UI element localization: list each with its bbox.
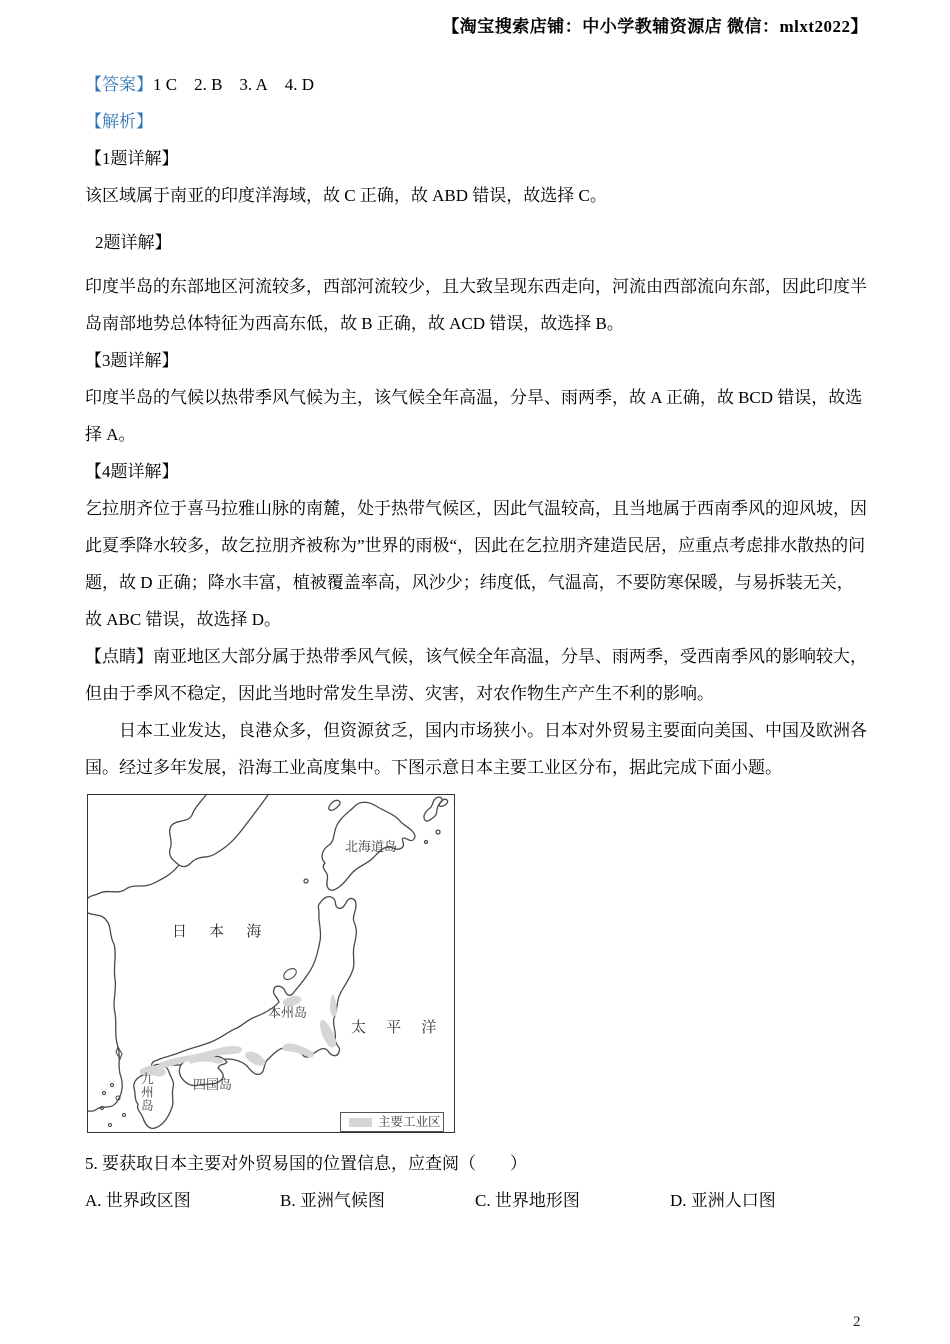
analysis-label: 【解析】 bbox=[85, 112, 153, 131]
question-5-stem: 5. 要获取日本主要对外贸易国的位置信息，应查阅（ ） bbox=[85, 1154, 527, 1173]
document-content bbox=[85, 66, 867, 1219]
explanation-4-body: 乞拉朋齐位于喜马拉雅山脉的南麓，处于热带气候区，因此气温较高，且当地属于西南季风的迎风坡，因此夏季降水较多，故乞拉朋齐被称为”世界的雨极“，因此在乞拉朋齐建造民居，应重点考虑排水散热的问题，故 D 正确；降水丰富，植被覆盖率高，风沙少；纬度低，气温高，不要防寒保暖，与易拆装无关，故 ABC 错误，故选择 D。 bbox=[85, 499, 867, 629]
mainland-coastline bbox=[170, 795, 268, 867]
sakhalin-island bbox=[329, 800, 340, 810]
answer-values: 1 C 2. B 3. A 4. D bbox=[153, 75, 315, 94]
option-d: D. 亚洲人口图 bbox=[670, 1191, 776, 1210]
small-island bbox=[109, 1124, 112, 1127]
tip-paragraph bbox=[85, 638, 867, 712]
kuril-island-2 bbox=[439, 799, 447, 806]
legend-industrial-swatch bbox=[349, 1118, 372, 1127]
small-island bbox=[123, 1114, 126, 1117]
small-island bbox=[425, 841, 428, 844]
page-header-watermark: 【淘宝搜索店铺：中小学教辅资源店 微信：mlxt2022】 bbox=[442, 17, 868, 36]
option-c: C. 世界地形图 bbox=[475, 1191, 580, 1210]
map-legend bbox=[340, 1112, 444, 1132]
explanation-1-heading: 【1题详解】 bbox=[85, 149, 179, 168]
japan-industry-map bbox=[87, 794, 455, 1133]
passage-paragraph: 日本工业发达，良港众多，但资源贫乏，国内市场狭小。日本对外贸易主要面向美国、中国及欧洲各国。经过多年发展，沿海工业高度集中。下图示意日本主要工业区分布，据此完成下面小题。 bbox=[85, 721, 867, 777]
page-number: 2 bbox=[853, 1314, 861, 1330]
explanation-4-heading: 【4题详解】 bbox=[85, 462, 179, 481]
explanation-2-heading: 2题详解】 bbox=[95, 233, 172, 252]
tip-label: 【点睛】 bbox=[85, 647, 153, 666]
explanation-3-body: 印度半岛的气候以热带季风气候为主，该气候全年高温，分旱、雨两季，故 A 正确，故 BCD 错误，故选择 A。 bbox=[85, 388, 863, 444]
small-island bbox=[101, 1107, 104, 1110]
map-label-hokkaido: 北海道岛 bbox=[345, 839, 398, 854]
map-label-pacific-ocean: 太 平 洋 bbox=[351, 1019, 445, 1036]
answer-line bbox=[85, 66, 867, 103]
sado-island bbox=[282, 966, 299, 981]
option-b: B. 亚洲气候图 bbox=[280, 1191, 385, 1210]
tip-body: 南亚地区大部分属于热带季风气候，该气候全年高温，分旱、雨两季，受西南季风的影响较大，但由于季风不稳定，因此当地时常发生旱涝、灾害，对农作物生产产生不利的影响。 bbox=[85, 647, 867, 703]
explanation-1-body: 该区域属于南亚的印度洋海域，故 C 正确，故 ABD 错误，故选择 C。 bbox=[85, 186, 607, 205]
answer-label: 【答案】 bbox=[85, 75, 153, 94]
map-label-kyushu: 九州岛 bbox=[139, 1072, 154, 1113]
small-island bbox=[436, 830, 440, 834]
question-5-options bbox=[85, 1182, 867, 1219]
map-label-honshu: 本州岛 bbox=[268, 1005, 308, 1020]
small-island bbox=[103, 1092, 106, 1095]
mainland-coastline-south bbox=[88, 865, 179, 898]
explanation-3-heading: 【3题详解】 bbox=[85, 351, 179, 370]
kuril-island-1 bbox=[424, 797, 442, 821]
legend-label: 主要工业区 bbox=[378, 1114, 441, 1129]
okushiri-island bbox=[304, 879, 308, 883]
map-label-shikoku: 四国岛 bbox=[193, 1077, 233, 1092]
explanation-2-body: 印度半岛的东部地区河流较多，西部河流较少，且大致呈现东西走向，河流由西部流向东部，因此印度半岛南部地势总体特征为西高东低，故 B 正确，故 ACD 错误，故选择 B。 bbox=[85, 277, 867, 333]
small-island bbox=[111, 1084, 114, 1087]
map-label-sea-of-japan: 日 本 海 bbox=[172, 923, 271, 940]
option-a: A. 世界政区图 bbox=[85, 1191, 191, 1210]
korea-coastline bbox=[88, 913, 122, 1111]
